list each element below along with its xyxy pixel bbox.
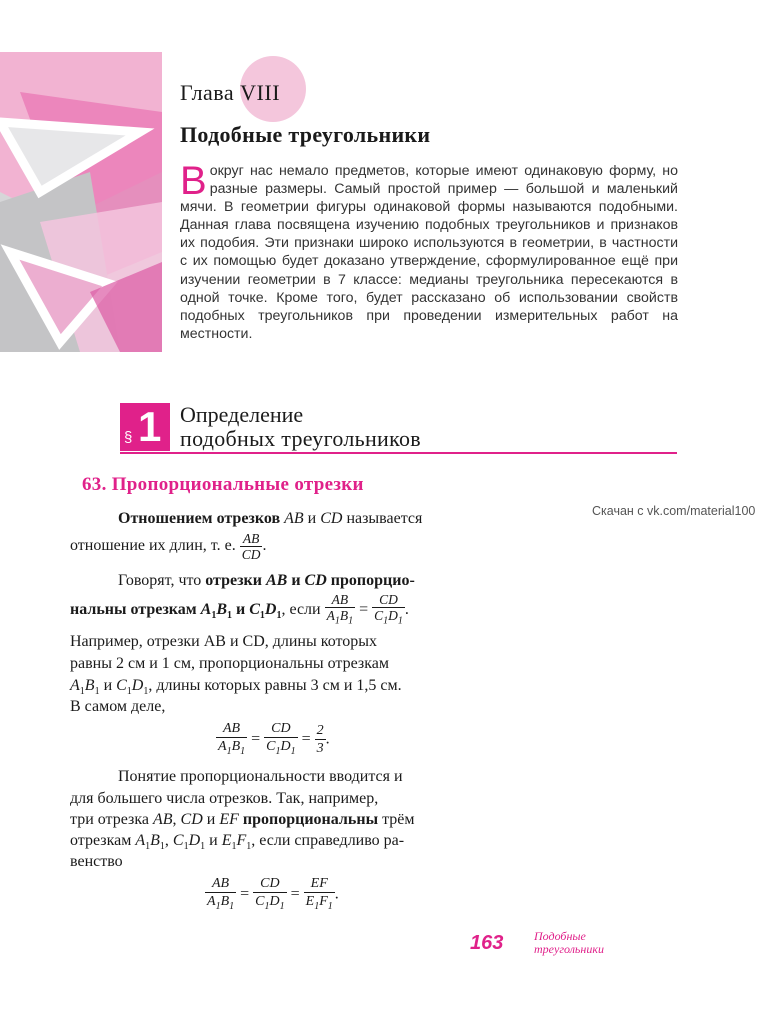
fraction-cd-c1d1: $\frac{CD}{C_1D_1}$: [374, 592, 403, 627]
p2-a: Говорят, что: [118, 572, 202, 589]
p4-d1: отрезкам: [70, 832, 132, 849]
chapter-label: Глава VIII: [180, 80, 281, 105]
p4-d3: , если справедливо ра-: [251, 832, 405, 849]
p2-and: и: [236, 601, 246, 619]
term-ratio: Отношением отрезков: [118, 510, 281, 527]
p4-line2: для большего числа отрезков. Так, например,: [70, 790, 379, 807]
p3-line2: равны 2 см и 1 см, пропорциональны отрезкам: [70, 655, 389, 672]
p4-bold: пропорциональны: [242, 811, 379, 828]
p2-line2: нальны отрезкам $A_1B_1$ и $C_1D_1$, если $\frac{AB}{A_1B_1}$ = $\frac{CD}{C_1D_1}$ .: [70, 592, 409, 627]
p1-b: отношение их длин, т. е.: [70, 537, 236, 555]
fraction-ab-cd: $\frac{AB}{CD}$: [241, 531, 261, 562]
section-number: 1: [138, 403, 162, 450]
p4-line5: венство: [70, 853, 123, 870]
p4-line3: три отрезка AB, CD и EF пропорциональны трём: [70, 811, 415, 828]
p2-bold2: пропорцио-: [330, 572, 415, 589]
p4-line4: отрезкам $A_1B_1$, $C_1D_1$ и $E_1F_1$, если справедливо ра-: [70, 832, 405, 853]
subsection-title: 63. Пропорциональные отрезки: [82, 474, 364, 495]
section-badge: [120, 403, 170, 451]
p2-line1: Говорят, что отрезки AB и CD пропорцио-: [118, 572, 415, 589]
p2-bold: отрезки: [205, 572, 262, 589]
equation-1: $\frac{AB}{A_1B_1}$ = $\frac{CD}{C_1D_1}$ = $\frac{2}{3}$ .: [218, 721, 330, 757]
p2-b-bold: нальны отрезкам: [70, 601, 197, 619]
p2-if: , если: [281, 601, 321, 619]
running-head-line2: треугольники: [534, 942, 604, 956]
chapter-title: Подобные треугольники: [180, 122, 431, 147]
running-head-line1: Подобные: [534, 929, 586, 943]
section-title-line1: Определение: [180, 402, 304, 427]
p1-rest: называется: [346, 510, 423, 527]
p3-line4: В самом деле,: [70, 698, 166, 715]
p4-d2: и: [209, 832, 218, 849]
p3-rest: , длины которых равны 3 см и 1,5 см.: [148, 677, 402, 694]
p3-line3: $A_1B_1$ и $C_1D_1$, длины которых равны 3 см и 1,5 см.: [70, 677, 402, 698]
watermark: Скачан с vk.com/material100: [592, 504, 756, 518]
p4-c1: три отрезка: [70, 811, 149, 828]
fraction-ab-a1b1: $\frac{AB}{A_1B_1}$: [326, 592, 354, 627]
p1-line2: отношение их длин, т. е. $\frac{AB}{CD}$ .: [70, 531, 267, 562]
section-divider: [120, 452, 677, 454]
p3-line1: Например, отрезки AB и CD, длины которых: [70, 633, 378, 650]
page-number: 163: [470, 932, 504, 954]
intro-body: округ нас немало предметов, которые имеют одинаковую форму, но разные размеры. Самый простой пример — большой и маленький мячи. В геометрии фигуры одинаковой формы называются подобными. Данная глава посвящена изучению подобных треугольников и признаков их подобия. Эти признаки широко используются в геометрии, в частности с их помощью будет доказано утверждение, сформулированное ещё при изучении геометрии в 7 классе: медианы треугольника пересекаются в одной точке. Кроме того, будет рассказано об использовании свойств подобных треугольников при проведении измерительных работ на местности.: [180, 163, 678, 342]
equation-2: $\frac{AB}{A_1B_1}$ = $\frac{CD}{C_1D_1}$ = $\frac{EF}{E_1F_1}$ .: [207, 876, 339, 912]
section-symbol: §: [124, 429, 133, 446]
p1-line1: Отношением отрезков AB и CD называется: [118, 510, 423, 527]
chapter-art: [0, 52, 162, 352]
section-title-line2: подобных треугольников: [180, 426, 421, 451]
intro-text: [180, 159, 678, 343]
running-head: [534, 930, 604, 956]
p4-c2: и: [206, 811, 216, 828]
p3-and: и: [103, 677, 113, 694]
p4-line1: Понятие пропорциональности вводится и: [118, 768, 403, 785]
p4-c3: трём: [382, 811, 415, 828]
drop-cap: В: [180, 159, 207, 203]
